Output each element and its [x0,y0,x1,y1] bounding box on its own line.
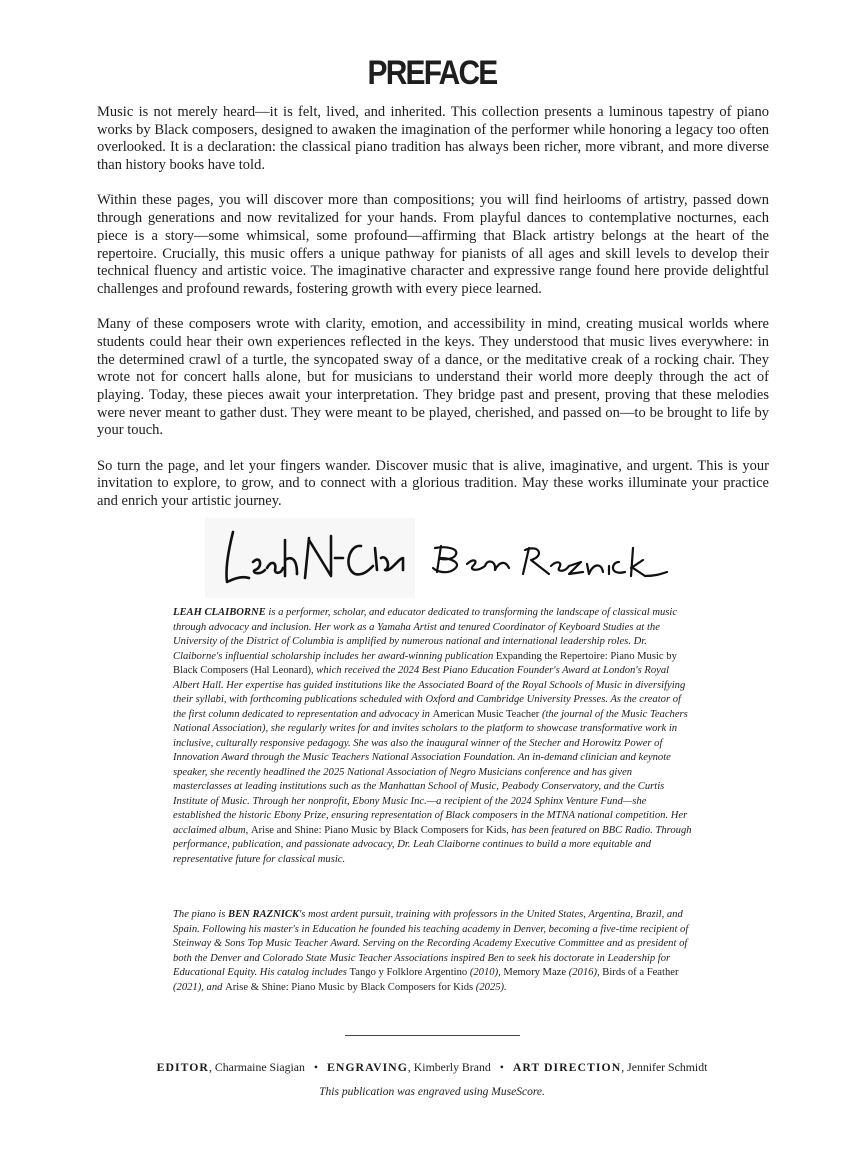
credit-name: , Charmaine Siagian [208,1060,305,1074]
signatures [205,518,685,598]
bio-paragraph [173,606,693,867]
credit-label: ENGRAVING [326,1060,408,1074]
paragraph: Many of these composers wrote with clarity, emotion, and accessibility in mind, creating musical worlds where students could hear their own experiences reflected in the keys. They understood that music lives everywhere: in the determined crawl of a turtle, the syncopated sway of a dance, or the meditative creak of a rocking chair. They wrote not for concert halls alone, but for musicians to understand their world more deeply through the act of playing. Today, these pieces await your interpretation. They bridge past and present, proving that these melodies were never meant to gather dust. They were meant to be played, cherished, and passed on—to be brought to life by your touch. [97,316,769,439]
credits [0,1060,864,1075]
journal-title: American Music Teacher [432,708,540,720]
signature-ben-raznick [433,546,667,576]
work-year: (2025). [473,981,507,993]
work-title: Birds of a Feather [602,967,679,978]
preface-body [97,104,769,528]
page-title: PREFACE [367,54,497,92]
work-title: Tango y Folklore Argentino [349,967,468,978]
bio-name: BEN RAZNICK [228,909,299,920]
bio-leah-claiborne [173,606,693,881]
bio-name: LEAH CLAIBORNE [173,607,266,618]
bullet-separator: • [313,1060,319,1074]
paragraph: So turn the page, and let your fingers wander. Discover music that is alive, imaginative, and urgent. This is your invitation to explore, to grow, and to connect with a glorious tradition. May these works illuminate your practice and enrich your artistic journey. [97,457,769,510]
paragraph: Within these pages, you will discover more than compositions; you will find heirlooms of artistry, passed down through generations and now revitalized for your hands. From playful dances to contemplative nocturnes, each piece is a story—some whimsical, some profound—affirming that Black artistry belongs at the heart of the repertoire. Crucially, this music offers a unique pathway for pianists of all ages and skill levels to develop their technical fluency and artistic voice. The imaginative character and expressive range found here provide delightful challenges and profound rewards, fostering growth with every piece learned. [97,192,769,297]
credit-label: ART DIRECTION [512,1060,622,1074]
bio-text: is a performer, scholar, and educator dedicated to transforming the landscape of classical music through advocacy and inclusion. Her work as a Yamaha Artist and tenured Coordinator of Keyboard Studies at the University of the District of Columbia is amplified by numerous national and international leadership roles. Dr. Claiborne's influential scholarship includes her award-winning publication [173,607,678,662]
publication-note: This publication was engraved using MuseScore. [319,1086,545,1098]
book-title: Expanding the Repertoire: Piano Music by Black Composers (Hal Leonard) [173,650,677,676]
work-year: (2021), and [173,981,226,993]
bio-paragraph [173,908,693,995]
work-year: (2016), [566,967,603,978]
bio-text: , has been featured on BBC Radio. Through performance, publication, and passionate advocacy, Dr. Leah Claiborne continues to build a more equitable and representative future for classical music. [173,824,692,865]
work-title: Memory Maze [503,967,567,978]
work-title: Arise & Shine: Piano Music by Black Composers for Kids [225,981,474,993]
paragraph: Music is not merely heard—it is felt, lived, and inherited. This collection presents a luminous tapestry of piano works by Black composers, designed to awaken the imagination of the performer while honoring a legacy too often overlooked. It is a declaration: the classical piano tradition has always been richer, more vibrant, and more diverse than history books have told. [97,104,769,174]
credit-name: , Jennifer Schmidt [621,1060,708,1074]
bio-ben-raznick [173,908,693,1009]
credit-name: , Kimberly Brand [407,1060,491,1074]
divider [345,1035,520,1036]
credit-label: EDITOR [156,1060,209,1074]
bio-text: 's most ardent pursuit, training with professors in the United States, Argentina, Brazil, and Spain. Following his master's in Education he founded his teaching academy in Denver, becoming a five-time recipient of Steinway & Sons Top Music Teacher Award. Serving on the Recording Academy Executive Committee and as president of both the Denver and Colorado State Music Teacher Associations inspired Ben to seek his doctorate in Leadership for Educational Equity. His catalog includes [173,909,689,978]
bio-text: , which received the 2024 Best Piano Education Founder's Award at London's Royal Albert Hall. Her expertise has guided institutions like the Associated Board of the Royal Schools of Music in diversifying their syllabi, with forthcoming publications scheduled with Oxford and Cambridge University Presses. As the creator of the first column dedicated to representation and advocacy in [173,665,686,720]
album-title: Arise and Shine: Piano Music by Black Composers for Kids [250,824,507,836]
bio-text: (the journal of the Music Teachers National Association), she regularly writes for and invites scholars to the platform to showcase transformative work in inclusive, culturally responsive pedagogy. She was also the inaugural winner of the Stecher and Horowitz Power of Innovation Award through the Music Teachers National Association Foundation. An in-demand clinician and keynote speaker, she recently headlined the 2025 National Association of Negro Musicians conference and has given masterclasses at leading institutions such as the Manhattan School of Music, Peabody Conservatory, and the Curtis Institute of Music. Through her nonprofit, Ebony Music Inc.—a recipient of the 2024 Sphinx Venture Fund—she established the historic Ebony Prize, ensuring representation of Black composers in the MTNA national competition. Her acclaimed album, [173,708,688,836]
work-year: (2010), [467,967,504,978]
bio-text: The piano is [173,909,229,920]
bullet-separator: • [499,1060,504,1074]
